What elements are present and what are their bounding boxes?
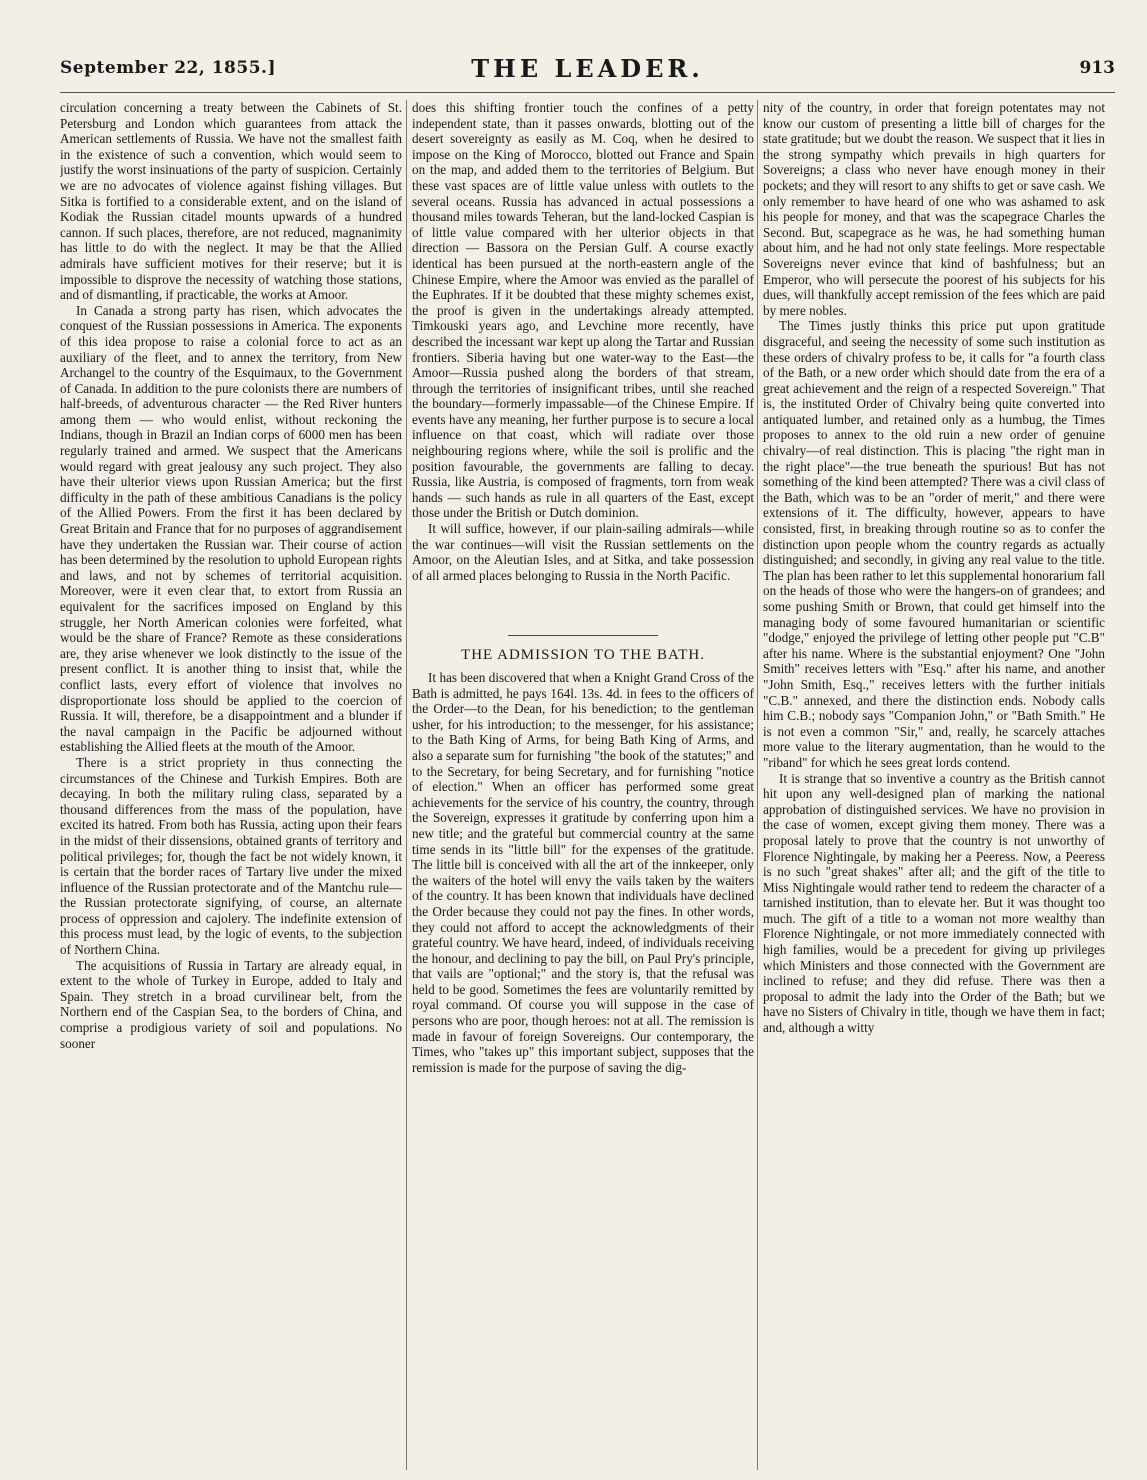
- column-separator: [757, 100, 758, 1470]
- paragraph: It is strange that so inventive a country as the British cannot hit upon any well-designed plan of marking the national approbation of distinguished services. We have no provision in the case of women, except giving them money. There was a proposal lately to prove that the country is not unworthy of Florence Nightingale, by making her a Peeress. Now, a Peeress is no such "great shakes" after all; and the gift of the title to Miss Nightingale would rather tend to redeem the character of a tarnished institution, than to elevate her. But it was thought too much. The gift of a title to a woman not more wealthy than Florence Nightingale, or not more immediately connected with high families, would be a precedent for giving up privileges which Ministers and those connected with the Government are inclined to refuse; and they did refuse. There was then a proposal to admit the lady into the Order of the Bath; but we have no Sisters of Chivalry in title, though we have them in fact; and, although a witty: [763, 770, 1105, 1036]
- header-rule: [60, 92, 1115, 93]
- paragraph: In Canada a strong party has risen, which advocates the conquest of the Russian possessions in America. The exponents of this idea propose to raise a colonial force to act as an auxiliary of the fleet, and to annex the territory, from New Archangel to the country of the Esquimaux, to the Government of Canada. In addition to the pure colonists there are numbers of half-breeds, of adventurous character — the Red River hunters among them — who would enlist, without reckoning the Indians, though in Brazil an Indian corps of 6000 men has been regularly trained and armed. We suspect that the Americans would regard with great jealousy any such project. They also have their ulterior views upon Russian America; but the first difficulty in the path of these ambitious Canadians is the policy of the Allied Powers. From the first it has been declared by Great Britain and France that for no purposes of aggrandisement have they undertaken the Russian war. Their course of action has been determined by the resolution to uphold European rights and laws, and not by schemes of territorial acquisition. Moreover, were it even clear that, to extort from Russia an equivalent for the sacrifices imposed on England by this struggle, her North American colonies were forfeited, what would be the share of France? Remote as these considerations are, they arise whenever we look distinctly to the issue of the present conflict. It is another thing to insist that, while the conflict lasts, every effort of violence that involves no disproportionate loss should be applied to the coercion of Russia. It will, therefore, be a disappointment and a blunder if the naval campaign in the Pacific be adjourned without establishing the Allied fleets at the mouth of the Amoor.: [60, 302, 402, 755]
- column-2: [412, 100, 754, 1470]
- issue-date: September 22, 1855.]: [60, 58, 276, 78]
- paragraph: The acquisitions of Russia in Tartary are already equal, in extent to the whole of Turkey in Europe, added to Italy and Spain. They stretch in a broad curvilinear belt, from the Northern end of the Caspian Sea, to the borders of China, and comprise a prodigious variety of soil and populations. No sooner: [60, 957, 402, 1051]
- section-divider: [508, 635, 658, 636]
- paragraph: It has been discovered that when a Knight Grand Cross of the Bath is admitted, he pays 164l. 13s. 4d. in fees to the officers of the Order—to the Dean, for his benediction; to the gentleman usher, for his introduction; to the messenger, for his assistance; to the Bath King of Arms, for being Bath King of Arms, and also a separate sum for furnishing "the book of the statutes;" and to the Secretary, for being Secretary, and for furnishing "notice of election." When an officer has performed some great achievements for the service of his country, the country, through the Sovereign, expresses it gratitude by conferring upon him a new title; and the grateful but commercial country at the same time sends in its "little bill" for the expenses of the gratitude. The little bill is conceived with all the art of the innkeeper, only the waiters of the hotel will envy the vails taken by the waiters of the country. It has been known that individuals have declined the Order because they could not pay the fines. In other words, they could not afford to accept the acknowledgments of their grateful country. We have heard, indeed, of individuals receiving the honour, and declining to pay the bill, on Paul Pry's principle, that vails are "optional;" and the story is, that the refusal was held to be good. Sometimes the fees are voluntarily remitted by royal command. Of course you will suppose in the case of persons who are poor, though heroes: not at all. The remission is made in favour of foreign Sovereigns. Our contemporary, the Times, who "takes up" this important subject, supposes that the remission is made for the purpose of saving the dig-: [412, 670, 754, 1075]
- page-number: 913: [1079, 58, 1115, 78]
- article-title: THE ADMISSION TO THE BATH.: [461, 647, 705, 664]
- paragraph: circulation concerning a treaty between the Cabinets of St. Petersburg and London which guarantees from attack the American settlements of Russia. We have not the smallest faith in the existence of such a convention, which would seem to justify the worst insinuations of the party of suspicion. Certainly we are no advocates of violence against fishing villages. But Sitka is fortified to a considerable extent, and on the island of Kodiak the Russian citadel mounts upwards of a hundred cannon. If such places, therefore, are not reduced, magnanimity has little to do with the neglect. It may be that the Allied admirals have sufficient motives for their reserve; but it is impossible to disprove the necessity of watching those stations, and of dismantling, if practicable, the works at Amoor.: [60, 100, 402, 303]
- column-3: [763, 100, 1105, 1470]
- column-separator: [406, 100, 407, 1470]
- masthead: THE LEADER.: [471, 54, 704, 83]
- page-header: [60, 52, 1115, 88]
- paragraph: does this shifting frontier touch the confines of a petty independent state, than it passes onwards, blotting out of the desert sovereignty as easily as M. Coq, when he desired to impose on the King of Morocco, blotted out France and Spain on the map, and added them to the territories of Belgium. But these vast spaces are of little value unless with outlets to the several oceans. Russia has advanced in actual possessions a thousand miles towards Teheran, but the land-locked Caspian is of little value compared with her ulterior objects in that direction — Bassora on the Persian Gulf. A course exactly identical has been pursued at the north-eastern angle of the Chinese Empire, where the Amoor was envied as the parallel of the Euphrates. If it be doubted that these mighty schemes exist, the proof is given in the undertakings already attempted. Timkouski years ago, and Levchine more recently, have described the incessant war kept up along the Tartar and Russian frontiers. Siberia having but one water-way to the East—the Amoor—Russia pushed along the borders of that stream, through the territories of insignificant tribes, until she reached the boundary—formerly impassable—of the Chinese Empire. If events have any meaning, her further purpose is to secure a local influence on that coast, which will radiate over those neighbouring regions where, while the soil is prolific and the position favourable, the governments are falling to decay. Russia, like Austria, is composed of fragments, torn from weak hands — such hands as rule in all quarters of the East, except those under the British or Dutch dominion.: [412, 100, 754, 521]
- paragraph: There is a strict propriety in thus connecting the circumstances of the Chinese and Turkish Empires. Both are decaying. In both the military ruling class, separated by a thousand differences from the mass of the population, have excited its hatred. From both has Russia, acting upon their fears in the midst of their dissensions, obtained grants of territory and political privileges; for, though the fact be not widely known, it is certain that the border races of Tartary live under the mixed influence of the Russian protectorate and of the Mantchu rule—the Russian protectorate signifying, of course, an alternate process of oppression and cajolery. The indefinite extension of this process must lead, by the logic of events, to the subjection of Northern China.: [60, 754, 402, 958]
- paragraph: nity of the country, in order that foreign potentates may not know our custom of presenting a little bill of charges for the state gratitude; but we doubt the reason. We suspect that it lies in the strong sympathy which prevails in high quarters for Sovereigns; a class who never have enough money in their pockets; and they will resort to any shifts to get or save cash. We only remember to have heard of one who was ashamed to ask his people for money, and that was the scapegrace Charles the Second. But, scapegrace as he was, he had something human about him, and he had not only state feelings. More respectable Sovereigns never evince that kind of bashfulness; but an Emperor, who will persecute the poorest of his subjects for his dues, will thankfully accept remission of the fees which are paid by mere nobles.: [763, 100, 1105, 318]
- column-1: [60, 100, 402, 1470]
- paragraph: The Times justly thinks this price put upon gratitude disgraceful, and seeing the necessity of some such institution as these orders of chivalry profess to be, it calls for "a fourth class of the Bath, or a new order which should date from the era of a great achievement and the reign of a respected Sovereign." That is, the instituted Order of Chivalry being quite converted into antiquated lumber, and retained only as a humbug, the Times proposes to annex to the old ruin a new order of genuine chivalry—of real distinction. This is placing "the right man in the right place"—the true beneath the spurious! But has not something of the kind been attempted? There was a civil class of the Bath, which was to be an "order of merit," and there were extensions of it. The difficulty, however, appears to have consisted, first, in breaking through routine so as to confer the distinction upon people whom the country regards as actually distinguished; and secondly, in giving any real value to the title. The plan has been rather to let this supplemental honorarium fall on the heads of those who were the hangers-on of grandees; and some pushing Smith or Brown, that could get himself into the managing body of some favoured humanitarian or scientific "dodge," enjoyed the privilege of letting other people put "C.B" after his name. Where is the substantial enjoyment? One "John Smith" receives letters with "Esq." after his name, and another "John Smith, Esq.," receives letters with the further initials "C.B." annexed, and there the distinction ends. Nobody calls him C.B.; nobody says "Companion John," or "Bath Smith." He is not even a common "Sir," and, really, he scarcely attaches more value to the literary augmentation, than he would to the "riband" for which he sees great lords contend.: [763, 318, 1105, 770]
- paragraph: It will suffice, however, if our plain-sailing admirals—while the war continues—will visit the Russian settlements on the Amoor, on the Aleutian Isles, and at Sitka, and take possession of all armed places belonging to Russia in the North Pacific.: [412, 521, 754, 583]
